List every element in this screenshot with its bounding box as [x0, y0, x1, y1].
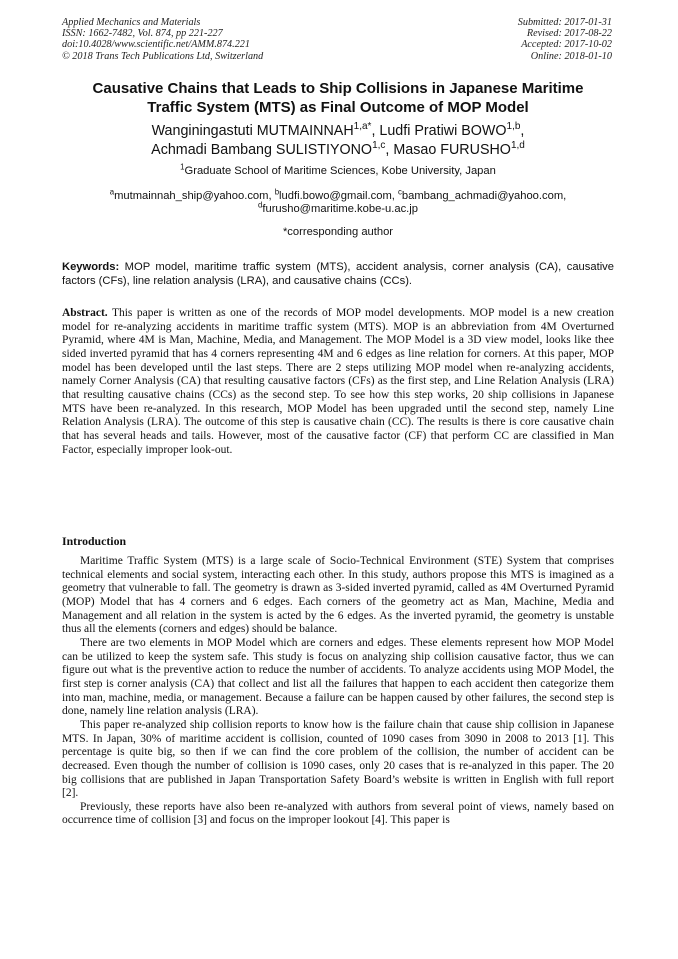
paragraph: This paper re-analyzed ship collision reports to know how is the failure chain that cause ship collision in Japanese MTS. In Japan, 30% of maritime accident is collision, counted of 1090 cases from 3090 in 2008 to 2013 [1]. This percentage is quite big, so then if we can find the core problem of the collision, the number of accident can be decreased. Even though the number of collision is 1090 cases, only 20 cases that is re-analyzed in this paper. The 20 big collisions that are published in Japan Transportation Safety Board’s website is written in English with full report [2].: [62, 718, 614, 800]
keywords-text: MOP model, maritime traffic system (MTS), accident analysis, corner analysis (CA), causative factors (CFs), line relation analysis (LRA), and causative chains (CCs).: [62, 261, 614, 287]
date-accepted: Accepted: 2017-10-02: [521, 39, 612, 51]
journal-copyright: © 2018 Trans Tech Publications Ltd, Switzerland: [62, 50, 264, 62]
author-name: Ludfi Pratiwi BOWO: [379, 123, 507, 139]
author-list: [62, 122, 614, 159]
journal-name: Applied Mechanics and Materials: [62, 17, 201, 28]
email-mark: d: [258, 199, 263, 209]
publication-dates: [518, 17, 612, 62]
journal-issn: ISSN: 1662-7482, Vol. 874, pp 221-227: [62, 28, 223, 40]
date-submitted: Submitted: 2017-01-31: [517, 17, 612, 28]
author-name: Wanginingastuti MUTMAINNAH: [151, 123, 354, 139]
author-line-2: Achmadi Bambang SULISTIYONO$^{1,c}$, Masao FURUSHO$^{1,d}$: [151, 139, 525, 158]
abstract-section: [62, 307, 614, 457]
date-revised: Revised: 2017-08-22: [526, 28, 612, 40]
email-mark: c: [397, 187, 402, 197]
author-affiliation-mark: 1,d: [510, 139, 525, 151]
affiliation: [62, 162, 614, 178]
author-name: Masao FURUSHO: [393, 141, 511, 158]
email-line-2: [62, 199, 614, 216]
author-emails: [62, 187, 614, 215]
author-affiliation-mark: 1,a*: [353, 121, 372, 133]
section-heading-introduction: Introduction: [62, 534, 127, 548]
journal-doi: doi:10.4028/www.scientific.net/AMM.874.221: [62, 39, 250, 51]
introduction-body: [62, 555, 614, 828]
paper-title-line-2: Traffic System (MTS) as Final Outcome of MOP Model: [147, 99, 529, 116]
paragraph: There are two elements in MOP Model which are corners and edges. These elements represent how MOP Model can be utilized to keep the system safe. This study is focus on analyzing ship collision causative factor, thus we can figure out what is the preventive action to reduce the number of accidents. To analyze accidents using MOP Model, the first step is corner analysis (CA) that collect and list all the failures that happen to each accident then categorize them into man, machine, media, or management. Because a failure can be happen caused by other failures, the second step is done, namely line relation analysis (LRA).: [62, 636, 614, 718]
journal-info: [62, 17, 263, 62]
abstract-text: This paper is written as one of the records of MOP model developments. MOP model is a new creation model for re-analyzing accidents in maritime traffic system (MTS). MOP is an abbreviation from 4M Overturned Pyramid, where 4M is Man, Machine, Media, and Management. The MOP Model is a 3D view model, looks like thee sided inverted pyramid that has 4 corners representing 4M and 6 edges as line relation for corners. At this paper, MOP model has been developed until the last steps. There are 2 steps utilizing MOP model when re-analyzing accidents, namely Corner Analysis (CA) that resulting causative factors (CFs) as the first step, and Line Relation Analysis (LRA) that resulting causative chains (CCs) as the second step. To see how this step works, 20 ship collisions in Japanese MTS have been re-analyzed. In this research, MOP Model has been upgraded until the second step, namely Line Relation Analysis (LRA). The outcome of this step is causative chain (CC). The results is there is core causative chain that has several heads and tails. However, most of the causative factor (CF) that perform CC are classified in Man Factor, especially improper look-out.: [62, 307, 614, 456]
email-link[interactable]: ludfi.bowo@gmail.com,: [279, 190, 395, 202]
corresponding-author-note: *corresponding author: [282, 226, 394, 238]
date-online: Online: 2018-01-10: [530, 50, 612, 62]
author-affiliation-mark: 1,c: [372, 139, 386, 151]
affiliation-text: Graduate School of Maritime Sciences, Kobe University, Japan: [184, 165, 496, 177]
paragraph: Previously, these reports have also been re-analyzed with authors from several point of views, namely based on occurrence time of collision [3] and focus on the improper lookout [4]. This paper is: [62, 800, 614, 827]
email-link[interactable]: furusho@maritime.kobe-u.ac.jp: [262, 202, 418, 215]
email-line-1: [62, 187, 614, 203]
paper-title-line-1: Causative Chains that Leads to Ship Collisions in Japanese Maritime: [92, 80, 584, 97]
affiliation-mark: 1: [180, 162, 185, 172]
email-mark: a: [109, 187, 115, 197]
author-name: Achmadi Bambang SULISTIYONO: [151, 141, 373, 158]
paragraph: Maritime Traffic System (MTS) is a large scale of Socio-Technical Environment (STE) System that comprises technical elements and social system, interacting each other. In this study, authors propose this MTS is imagined as a geometry that vulnerable to fall. The geometry is drawn as 3-sided inverted pyramid, called as 4M Overturned Pyramid (MOP) Model that has 4 corners and 6 edges. Each corners of the geometry act as Man, Machine, Media and Management and all relation in the system is acted by the 6 edges. As the inverted pyramid, the geometry is unstable thus all the elements (corners and edges) should be balance.: [62, 555, 614, 636]
keywords-section: [62, 261, 614, 288]
author-line-1: Wanginingastuti $MUTMAINNAH^{1,a*}$, Ludfi Pratiwi BOWO$^{1,b}$,: [151, 121, 525, 139]
author-affiliation-mark: 1,b: [506, 121, 521, 133]
email-link[interactable]: mutmainnah_ship@yahoo.com,: [114, 190, 272, 202]
email-mark: b: [274, 187, 280, 197]
abstract-label: Abstract.: [62, 307, 108, 319]
keywords-label: Keywords:: [62, 261, 120, 273]
email-link[interactable]: bambang_achmadi@yahoo.com,: [401, 190, 567, 202]
paper-title: [62, 79, 614, 117]
